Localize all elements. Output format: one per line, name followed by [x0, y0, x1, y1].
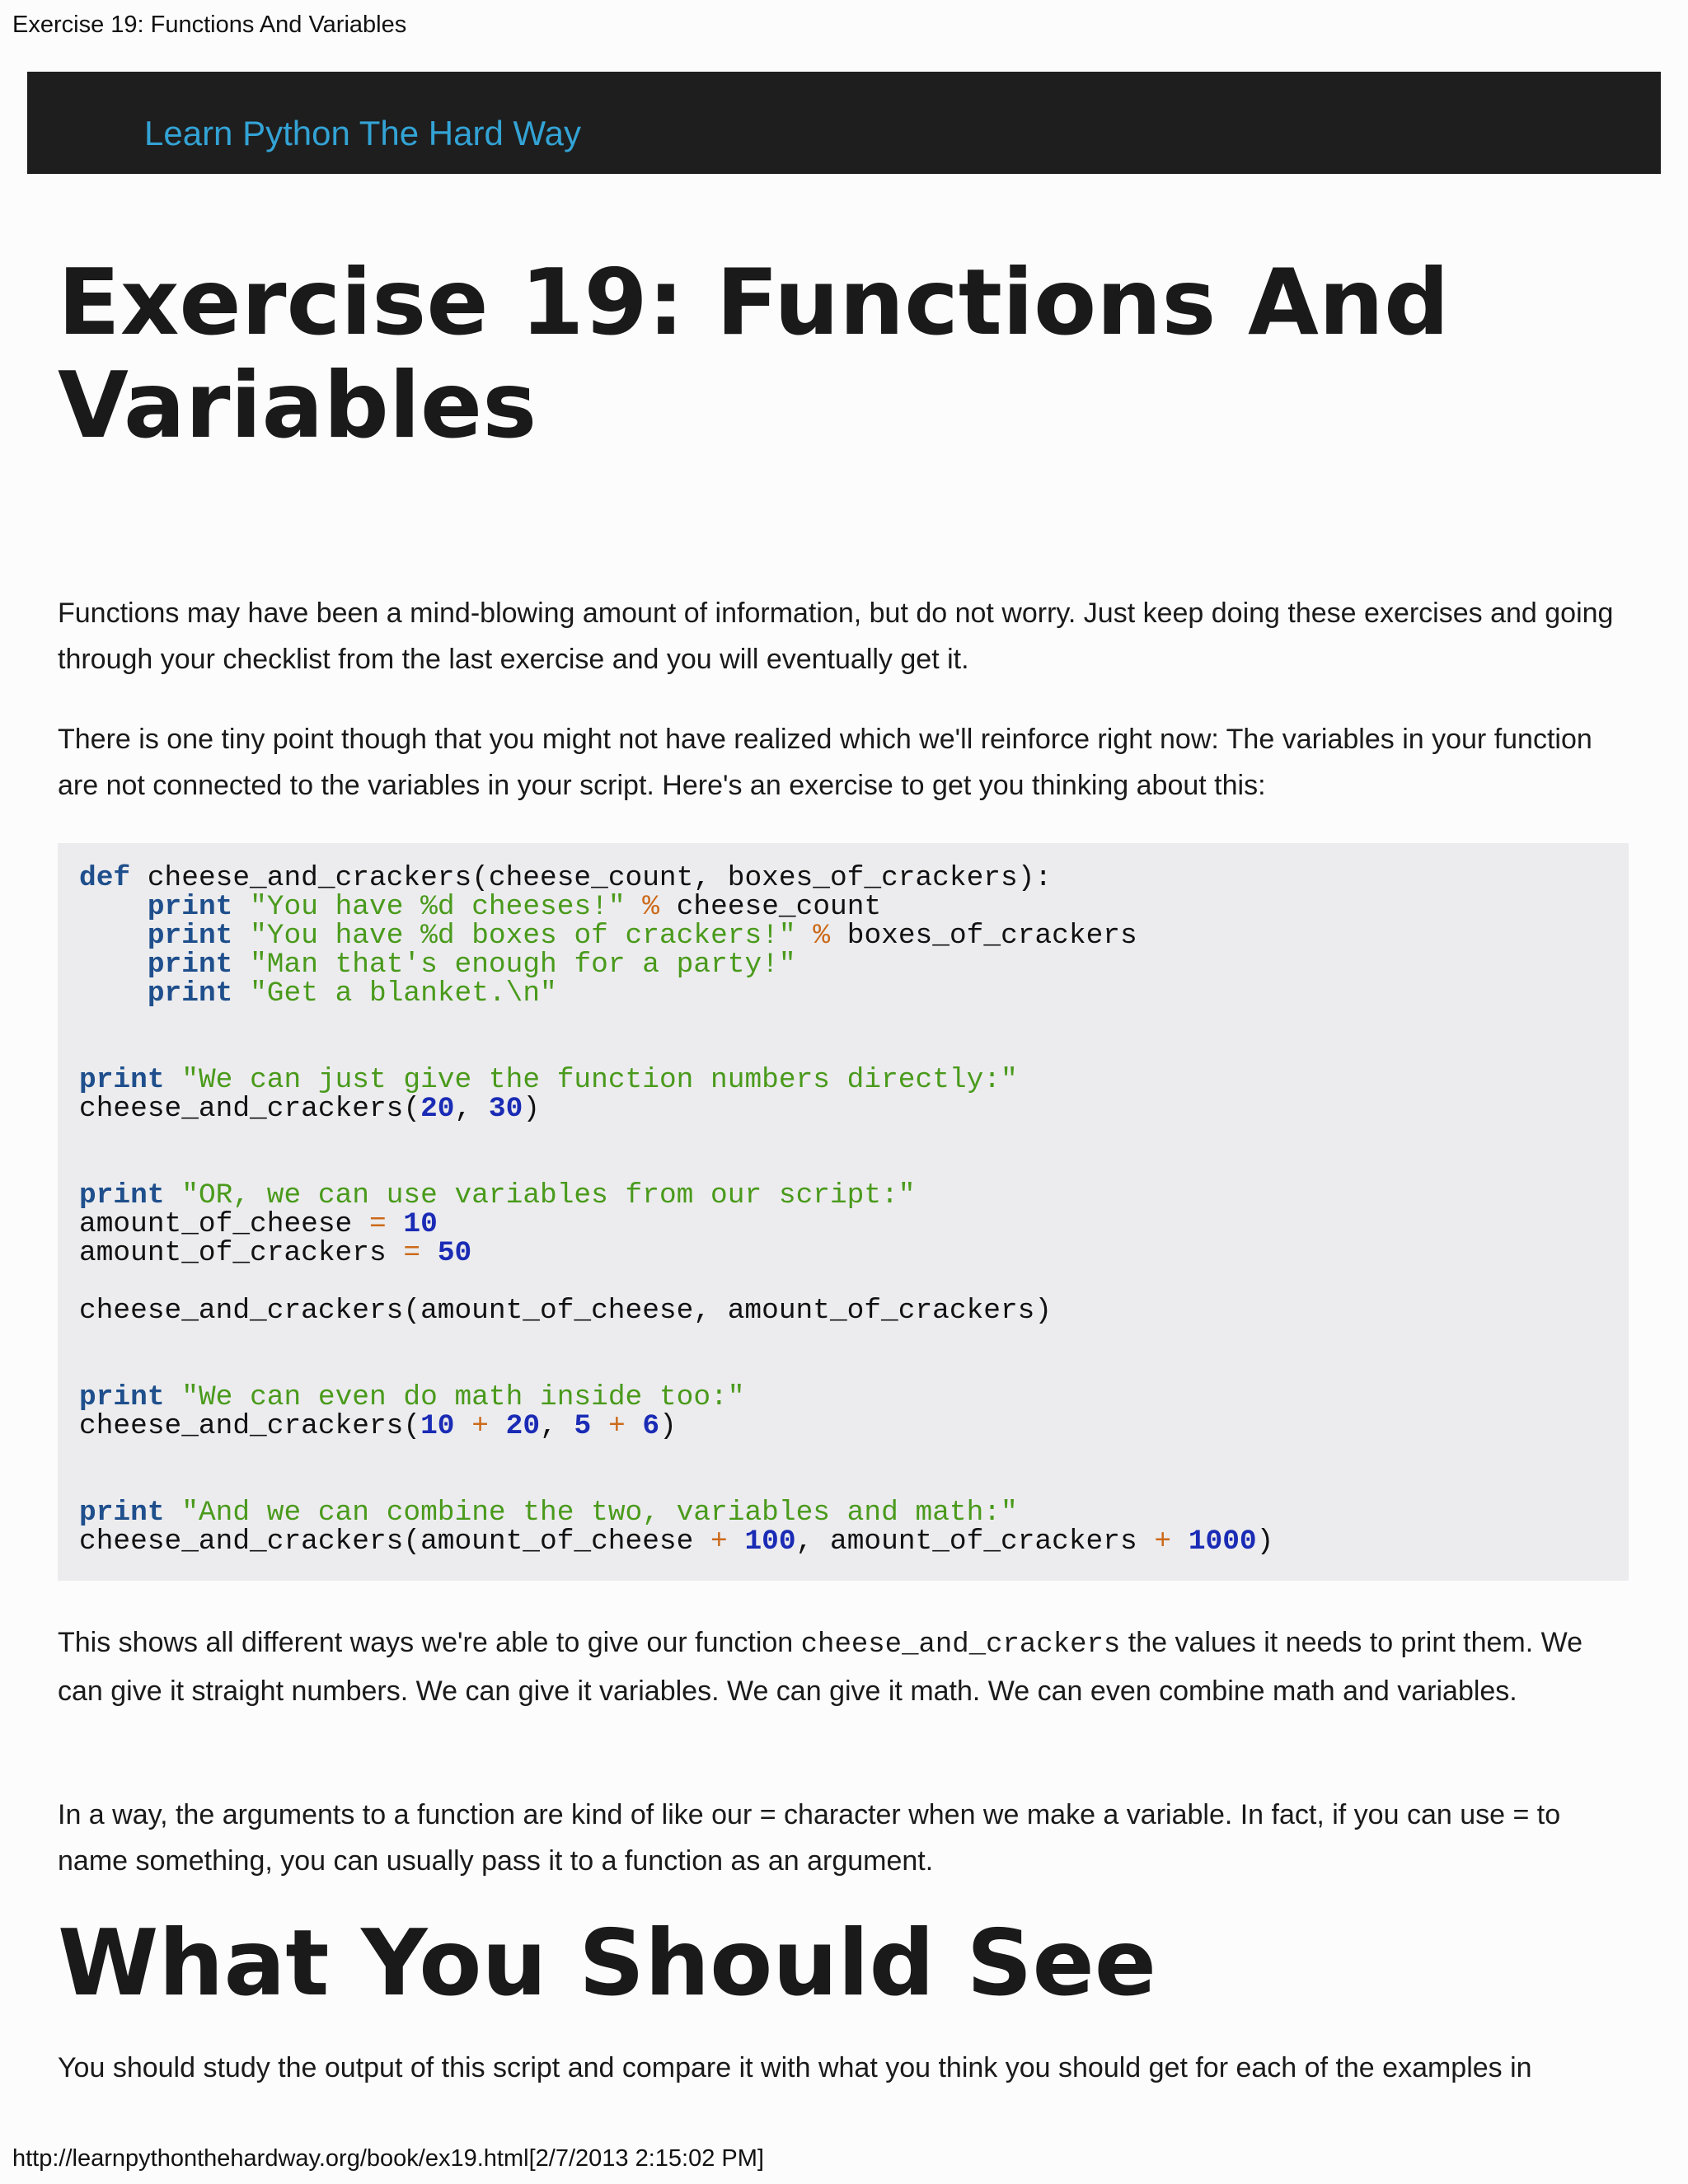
arguments-paragraph: In a way, the arguments to a function are kind of like our = character when we make a variable. In fact, if you can use = to name something, you can usually pass it to a function as an argument. [58, 1799, 1561, 1877]
code-token: print [147, 920, 233, 952]
code-token: 10 [403, 1208, 438, 1240]
code-line [79, 1208, 438, 1240]
code-token: 6 [642, 1410, 660, 1442]
code-token: 1000 [1188, 1526, 1257, 1558]
code-line [79, 891, 881, 923]
code-token [232, 977, 250, 1010]
code-line [79, 977, 557, 1010]
code-token [165, 1497, 182, 1529]
code-token: + [710, 1526, 728, 1558]
code-line [79, 1295, 1052, 1327]
code-token: , [540, 1410, 574, 1442]
code-token: , [454, 1093, 489, 1125]
code-token: print [147, 891, 233, 923]
code-listing [79, 864, 1273, 1556]
code-token: print [79, 1179, 165, 1212]
code-token: "You have %d boxes of crackers!" [250, 920, 796, 952]
code-token [489, 1410, 506, 1442]
code-token: print [79, 1064, 165, 1096]
code-token: cheese_and_crackers(amount_of_cheese, amount_of_crackers) [79, 1295, 1053, 1327]
code-token [728, 1526, 745, 1558]
code-token [165, 1381, 182, 1413]
code-token: cheese_and_crackers(cheese_count, boxes_of_crackers): [130, 862, 1053, 894]
code-token: amount_of_crackers [79, 1237, 404, 1269]
code-token: + [607, 1410, 626, 1442]
code-token: ) [523, 1093, 541, 1125]
code-line [79, 1526, 1273, 1558]
code-token: print [147, 949, 233, 981]
code-token: , amount_of_crackers [795, 1526, 1155, 1558]
code-token: 100 [744, 1526, 796, 1558]
code-token: % [813, 920, 831, 952]
inline-code-function-name: cheese_and_crackers [800, 1629, 1121, 1661]
code-token: boxes_of_crackers [830, 920, 1137, 952]
code-line [79, 862, 1052, 894]
code-token: = [368, 1208, 387, 1240]
page-title: Exercise 19: Functions And Variables [58, 250, 1450, 459]
code-token [626, 891, 643, 923]
code-token: 30 [488, 1093, 523, 1125]
code-token [387, 1208, 404, 1240]
code-token: cheese_and_crackers( [79, 1093, 421, 1125]
code-token [591, 1410, 608, 1442]
summary-text-start: This shows all different ways we're able to give our function [58, 1627, 801, 1658]
code-line [79, 920, 1137, 952]
code-token [232, 891, 250, 923]
code-token: def [79, 862, 131, 894]
code-line [79, 1410, 677, 1442]
code-token: 50 [437, 1237, 472, 1269]
code-token: 5 [574, 1410, 592, 1442]
code-token [79, 949, 148, 981]
code-token: ) [659, 1410, 677, 1442]
code-token: "We can just give the function numbers directly:" [181, 1064, 1018, 1096]
code-token [420, 1237, 438, 1269]
code-token: 20 [420, 1093, 455, 1125]
code-token: cheese_and_crackers( [79, 1410, 421, 1442]
code-line [79, 1381, 744, 1413]
code-token: cheese_count [659, 891, 882, 923]
code-token [796, 920, 814, 952]
code-line [79, 1179, 916, 1212]
code-line [79, 1237, 471, 1269]
print-footer: http://learnpythonthehardway.org/book/ex19.html[2/7/2013 2:15:02 PM] [12, 2145, 764, 2172]
brand-link[interactable]: Learn Python The Hard Way [144, 114, 581, 152]
intro-paragraph: Functions may have been a mind-blowing amount of information, but do not worry. Just keep doing these exercises and going through your checklist from the last exercise and you will eventually get it. [58, 598, 1614, 675]
code-token: print [147, 977, 233, 1010]
code-token: print [79, 1381, 165, 1413]
code-token: "You have %d cheeses!" [250, 891, 626, 923]
code-token: 20 [505, 1410, 541, 1442]
summary-paragraph [58, 1619, 1624, 1714]
code-line [79, 949, 796, 981]
code-token: print [79, 1497, 165, 1529]
code-token: cheese_and_crackers(amount_of_cheese [79, 1526, 711, 1558]
summary-text-end: the values it needs to print them. We can give it straight numbers. We can give it variables. We can give it math. We can even combine math and variables. [58, 1627, 1582, 1707]
code-token: ) [1256, 1526, 1274, 1558]
code-token: % [642, 891, 659, 923]
code-line [79, 1064, 1018, 1096]
code-token: "Get a blanket.\n" [250, 977, 557, 1010]
section-heading: What You Should See [58, 1910, 1157, 2017]
code-token [455, 1410, 472, 1442]
code-token [79, 977, 148, 1010]
code-token: "We can even do math inside too:" [181, 1381, 745, 1413]
code-token [626, 1410, 643, 1442]
code-token: amount_of_cheese [79, 1208, 369, 1240]
output-paragraph: You should study the output of this script and compare it with what you think you should get for each of the examples in [58, 2052, 1532, 2083]
explanation-paragraph: There is one tiny point though that you might not have realized which we'll reinforce right now: The variables in your function are not connected to the variables in your script. Here's an exercise to get you thinking about this: [58, 724, 1592, 801]
code-token [79, 891, 148, 923]
print-header: Exercise 19: Functions And Variables [12, 12, 407, 38]
code-token [1171, 1526, 1189, 1558]
code-token: + [1154, 1526, 1172, 1558]
code-token: = [403, 1237, 421, 1269]
code-block [58, 843, 1629, 1581]
code-token: "And we can combine the two, variables and math:" [181, 1497, 1018, 1529]
code-line [79, 1093, 540, 1125]
code-token [165, 1064, 182, 1096]
code-token: 10 [420, 1410, 455, 1442]
code-token [79, 920, 148, 952]
code-token: + [471, 1410, 489, 1442]
navbar [27, 72, 1661, 174]
code-token [165, 1179, 182, 1212]
code-line [79, 1497, 1018, 1529]
code-token: "OR, we can use variables from our script:" [181, 1179, 916, 1212]
code-token [232, 949, 250, 981]
code-token: "Man that's enough for a party!" [250, 949, 796, 981]
code-token [232, 920, 250, 952]
